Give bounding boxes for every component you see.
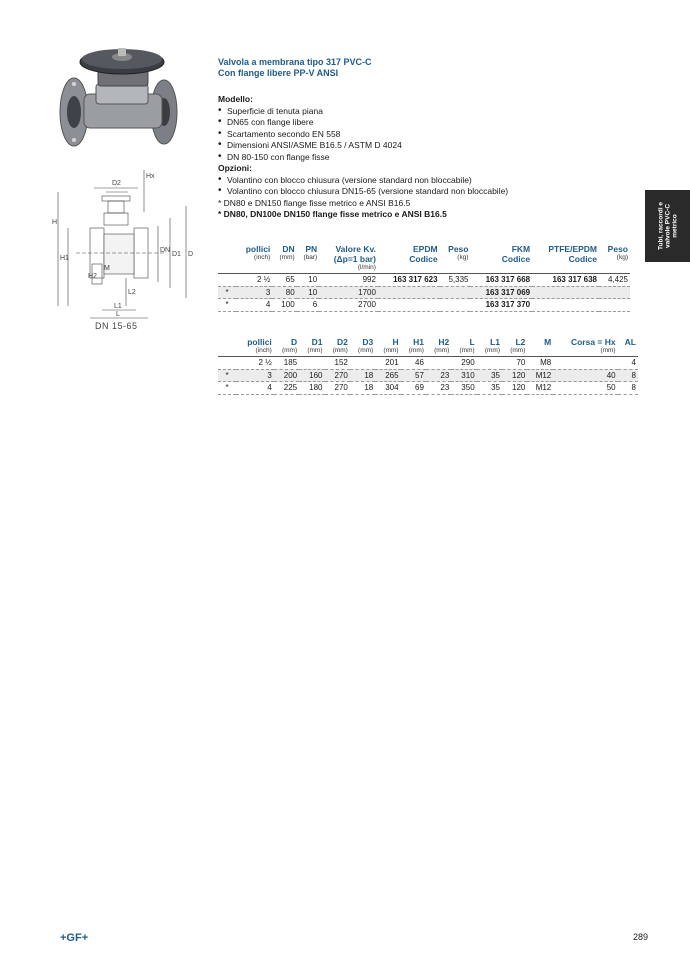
table-cell: 350 [451, 382, 476, 395]
table-cell: 10 [297, 286, 320, 299]
table-cell: 5,335 [440, 274, 471, 287]
table-cell: 6 [297, 299, 320, 312]
table-cell: 4 [618, 357, 638, 370]
table-cell: 69 [401, 382, 426, 395]
col-m: M [527, 337, 553, 357]
option-item: • Volantino con blocco chiusura DN15-65 (versione standard non bloccabile) [218, 186, 638, 198]
table-cell: * [218, 299, 236, 312]
table-cell: 304 [375, 382, 400, 395]
table-cell: 992 [319, 274, 378, 287]
table-cell: 80 [272, 286, 296, 299]
table-cell: 46 [401, 357, 426, 370]
table-cell: 3 [236, 286, 272, 299]
table-cell: 265 [375, 369, 400, 382]
table-cell [378, 299, 440, 312]
table-cell: * [218, 286, 236, 299]
col-kv: Valore Kv. (Δp=1 bar) (l/min) [319, 244, 378, 274]
options-list [218, 175, 638, 198]
col-l1: L1 (mm) [477, 337, 502, 357]
table-cell: 200 [274, 369, 299, 382]
table-cell [218, 274, 236, 287]
table-cell: 70 [502, 357, 527, 370]
col-l2: L2 (mm) [502, 337, 527, 357]
label-l: L [116, 311, 120, 318]
table-cell: 152 [325, 357, 350, 370]
note-1: * DN80 e DN150 flange fisse metrico e ANSI B16.5 [218, 197, 411, 208]
col-fkm: FKM Codice [470, 244, 532, 274]
table-cell [350, 357, 375, 370]
table-cell: 10 [297, 274, 320, 287]
model-item: • Dimensioni ANSI/ASME B16.5 / ASTM D 4024 [218, 140, 638, 152]
table-cell: 23 [426, 382, 451, 395]
col-peso2: Peso (kg) [599, 244, 630, 274]
table-cell: 163 317 370 [470, 299, 532, 312]
gf-logo: +GF+ [60, 932, 89, 944]
col-l: L (mm) [451, 337, 476, 357]
col-dn: DN (mm) [272, 244, 296, 274]
label-dn: DN [160, 247, 171, 254]
label-h: H [52, 219, 58, 226]
col-ptfe: PTFE/EPDM Codice [532, 244, 599, 274]
title-line-1: Valvola a membrana tipo 317 PVC-C [218, 57, 372, 67]
table-cell: 3 [236, 369, 274, 382]
model-item: • Superficie di tenuta piana [218, 106, 638, 118]
label-d: D [188, 251, 194, 258]
col-pn: PN (bar) [297, 244, 320, 274]
table-cell: 120 [502, 369, 527, 382]
table-cell: 270 [325, 382, 350, 395]
table-cell: 23 [426, 369, 451, 382]
table-cell: 2 ½ [236, 357, 274, 370]
col-h: H (mm) [375, 337, 400, 357]
col-h2: H2 (mm) [426, 337, 451, 357]
col-epdm: EPDM Codice [378, 244, 440, 274]
col-pollici: pollici (inch) [236, 337, 274, 357]
table-cell: 4 [236, 382, 274, 395]
table-cell: 163 317 623 [378, 274, 440, 287]
col-pollici: pollici (inch) [236, 244, 272, 274]
table-cell: 1700 [319, 286, 378, 299]
table-cell: 310 [451, 369, 476, 382]
table-cell: 2 ½ [236, 274, 272, 287]
table-cell: 163 317 668 [470, 274, 532, 287]
model-list [218, 106, 638, 164]
table-cell: 18 [350, 369, 375, 382]
table-cell: 160 [299, 369, 324, 382]
table-cell [378, 286, 440, 299]
table-cell: 35 [477, 382, 502, 395]
technical-drawing [46, 166, 202, 336]
table-cell: 163 317 069 [470, 286, 532, 299]
table-cell [426, 357, 451, 370]
table-cell: 4 [236, 299, 272, 312]
label-d2: D2 [112, 180, 121, 187]
table-cell: 185 [274, 357, 299, 370]
table-cell [218, 357, 236, 370]
table-cell [532, 299, 599, 312]
col-h1: H1 (mm) [401, 337, 426, 357]
table-cell: 18 [350, 382, 375, 395]
options-heading: Opzioni: [218, 163, 252, 173]
table-cell: 180 [299, 382, 324, 395]
table-row [218, 274, 630, 287]
table-cell: 4,425 [599, 274, 630, 287]
drawing-caption: DN 15-65 [95, 321, 138, 331]
table-cell: 40 [553, 369, 617, 382]
label-d1: D1 [172, 251, 181, 258]
table-row [218, 382, 638, 395]
label-l1: L1 [114, 303, 122, 310]
table-cell [477, 357, 502, 370]
table-cell: 163 317 638 [532, 274, 599, 287]
option-item: • Volantino con blocco chiusura (versione standard non bloccabile) [218, 175, 638, 187]
table-cell: 65 [272, 274, 296, 287]
table-cell: 8 [618, 382, 638, 395]
table-cell [599, 286, 630, 299]
table-cell: * [218, 369, 236, 382]
label-h2: H2 [88, 273, 97, 280]
specs-block [218, 94, 638, 221]
table-row [218, 369, 638, 382]
table-cell: 270 [325, 369, 350, 382]
label-l2: L2 [128, 289, 136, 296]
table-cell: M8 [527, 357, 553, 370]
col-peso: Peso (kg) [440, 244, 471, 274]
label-hx: Hx [146, 173, 155, 180]
valve-photo [56, 44, 186, 154]
table-cell: 201 [375, 357, 400, 370]
table-cell: 50 [553, 382, 617, 395]
table-cell: 225 [274, 382, 299, 395]
table-row [218, 357, 638, 370]
dimensions-table [218, 337, 638, 395]
col-d1: D1 (mm) [299, 337, 324, 357]
section-side-tab [645, 190, 690, 262]
col-d: D (mm) [274, 337, 299, 357]
table-cell: 100 [272, 299, 296, 312]
note-2: * DN80, DN100e DN150 flange fisse metrico e ANSI B16.5 [218, 209, 447, 219]
label-m: M [104, 265, 110, 272]
table-cell [299, 357, 324, 370]
col-al: AL [618, 337, 638, 357]
table-header-cell [218, 337, 236, 357]
order-table [218, 244, 630, 312]
model-item: • DN65 con flange libere [218, 117, 638, 129]
table-cell: * [218, 382, 236, 395]
page-number: 289 [633, 932, 649, 942]
table-cell [440, 286, 471, 299]
table-cell [532, 286, 599, 299]
col-corsa: Corsa = Hx (mm) [553, 337, 617, 357]
page-title [218, 57, 372, 79]
side-tab-label: Tubi, raccordi e valvole PVC-C metrico [657, 202, 678, 250]
table-cell: 57 [401, 369, 426, 382]
table-row [218, 286, 630, 299]
model-heading: Modello: [218, 94, 253, 104]
col-d3: D3 (mm) [350, 337, 375, 357]
table-cell: 8 [618, 369, 638, 382]
table-row [218, 299, 630, 312]
table-cell: 120 [502, 382, 527, 395]
table-header-cell [218, 244, 236, 274]
table-cell: M12 [527, 382, 553, 395]
model-item: • DN 80-150 con flange fisse [218, 152, 638, 164]
table-cell: 35 [477, 369, 502, 382]
title-line-2: Con flange libere PP-V ANSI [218, 68, 339, 78]
table-cell [553, 357, 617, 370]
label-h1: H1 [60, 255, 69, 262]
table-cell [440, 299, 471, 312]
table-cell [599, 299, 630, 312]
col-d2: D2 (mm) [325, 337, 350, 357]
table-cell: 2700 [319, 299, 378, 312]
model-item: • Scartamento secondo EN 558 [218, 129, 638, 141]
table-cell: 290 [451, 357, 476, 370]
table-cell: M12 [527, 369, 553, 382]
